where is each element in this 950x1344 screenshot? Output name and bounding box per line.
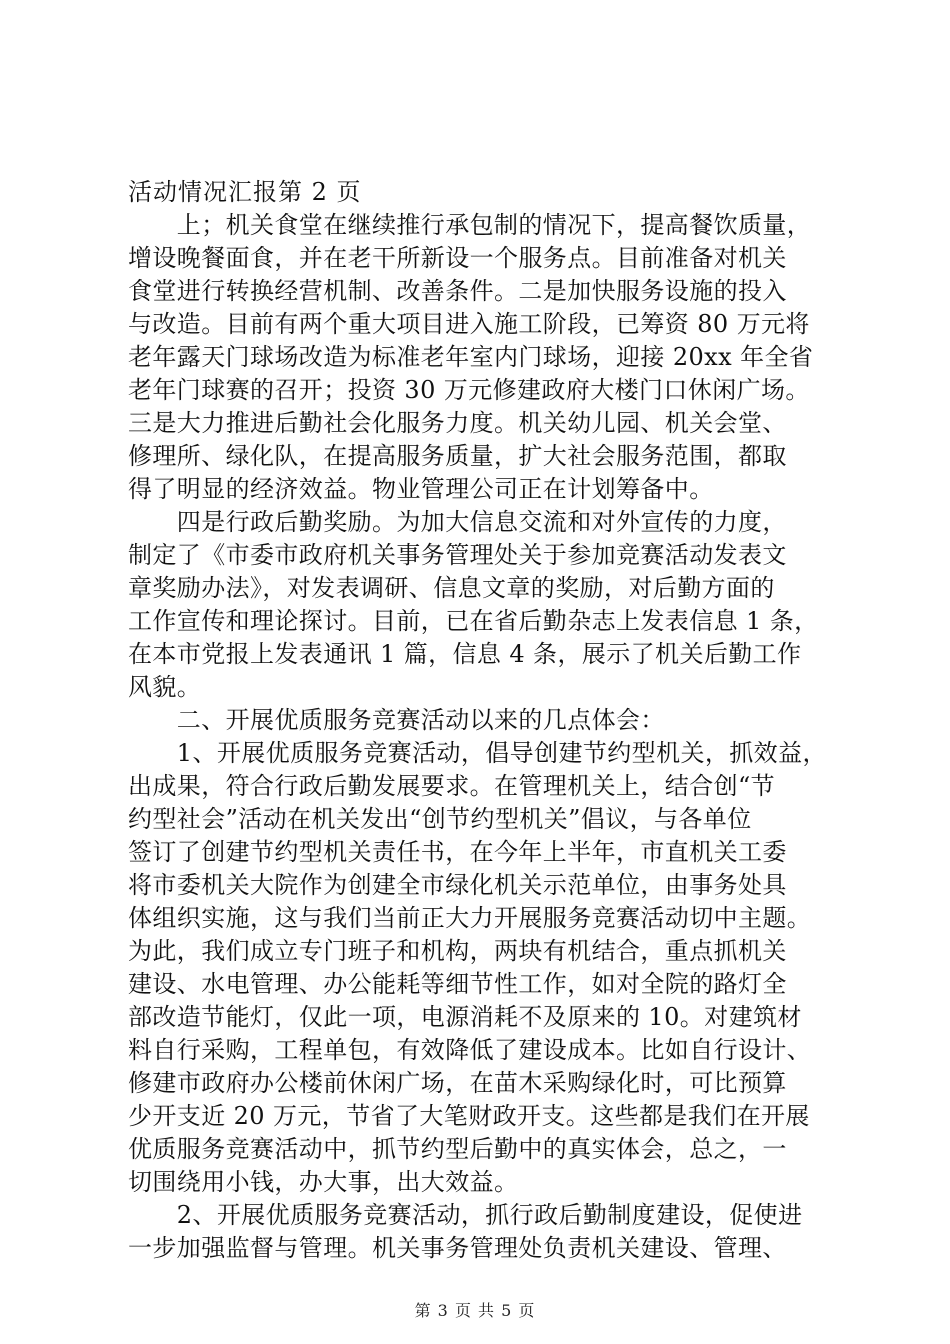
body-line: 在本市党报上发表通讯 1 篇，信息 4 条，展示了机关后勤工作 — [128, 640, 802, 668]
section-heading: 二、开展优质服务竞赛活动以来的几点体会： — [128, 706, 665, 734]
body-line: 三是大力推进后勤社会化服务力度。机关幼儿园、机关会堂、 — [128, 409, 787, 437]
document-title: 活动情况汇报第 2 页 — [128, 178, 362, 206]
body-line: 签订了创建节约型机关责任书，在今年上半年，市直机关工委 — [128, 838, 787, 866]
body-line: 为此，我们成立专门班子和机构，两块有机结合，重点抓机关 — [128, 937, 787, 965]
body-line: 老年门球赛的召开；投资 30 万元修建政府大楼门口休闲广场。 — [128, 376, 810, 404]
body-line: 切围绕用小钱，办大事，出大效益。 — [128, 1168, 519, 1196]
body-line: 2、开展优质服务竞赛活动，抓行政后勤制度建设，促使进 — [128, 1201, 803, 1229]
body-line: 修建市政府办公楼前休闲广场，在苗木采购绿化时，可比预算 — [128, 1069, 787, 1097]
body-line: 老年露天门球场改造为标准老年室内门球场，迎接 20xx 年全省 — [128, 343, 814, 371]
body-line: 章奖励办法》，对发表调研、信息文章的奖励，对后勤方面的 — [128, 574, 775, 602]
body-line: 约型社会”活动在机关发出“创节约型机关”倡议，与各单位 — [128, 805, 752, 833]
body-line: 风貌。 — [128, 673, 202, 701]
body-line: 建设、水电管理、办公能耗等细节性工作，如对全院的路灯全 — [128, 970, 787, 998]
body-line: 1、开展优质服务竞赛活动，倡导创建节约型机关，抓效益， — [128, 739, 827, 767]
body-line: 部改造节能灯，仅此一项，电源消耗不及原来的 10。对建筑材 — [128, 1003, 802, 1031]
body-line: 将市委机关大院作为创建全市绿化机关示范单位，由事务处具 — [128, 871, 787, 899]
body-line: 一步加强监督与管理。机关事务管理处负责机关建设、管理、 — [128, 1234, 787, 1262]
body-line: 上；机关食堂在继续推行承包制的情况下，提高餐饮质量， — [128, 211, 812, 239]
body-line: 增设晚餐面食，并在老干所新设一个服务点。目前准备对机关 — [128, 244, 787, 272]
body-line: 得了明显的经济效益。物业管理公司正在计划筹备中。 — [128, 475, 714, 503]
body-line: 少开支近 20 万元，节省了大笔财政开支。这些都是我们在开展 — [128, 1102, 810, 1130]
body-line: 料自行采购，工程单包，有效降低了建设成本。比如自行设计、 — [128, 1036, 812, 1064]
body-line: 出成果，符合行政后勤发展要求。在管理机关上，结合创“节 — [128, 772, 776, 800]
body-line: 修理所、绿化队，在提高服务质量，扩大社会服务范围，都取 — [128, 442, 787, 470]
body-line: 优质服务竞赛活动中，抓节约型后勤中的真实体会，总之，一 — [128, 1135, 787, 1163]
body-line: 制定了《市委市政府机关事务管理处关于参加竞赛活动发表文 — [128, 541, 787, 569]
page-footer: 第 3 页 共 5 页 — [414, 1301, 536, 1320]
body-line: 工作宣传和理论探讨。目前，已在省后勤杂志上发表信息 1 条， — [128, 607, 819, 635]
body-line: 与改造。目前有两个重大项目进入施工阶段，已筹资 80 万元将 — [128, 310, 810, 338]
body-line: 食堂进行转换经营机制、改善条件。二是加快服务设施的投入 — [128, 277, 787, 305]
body-line: 四是行政后勤奖励。为加大信息交流和对外宣传的力度， — [128, 508, 787, 536]
body-line: 体组织实施，这与我们当前正大力开展服务竞赛活动切中主题。 — [128, 904, 812, 932]
